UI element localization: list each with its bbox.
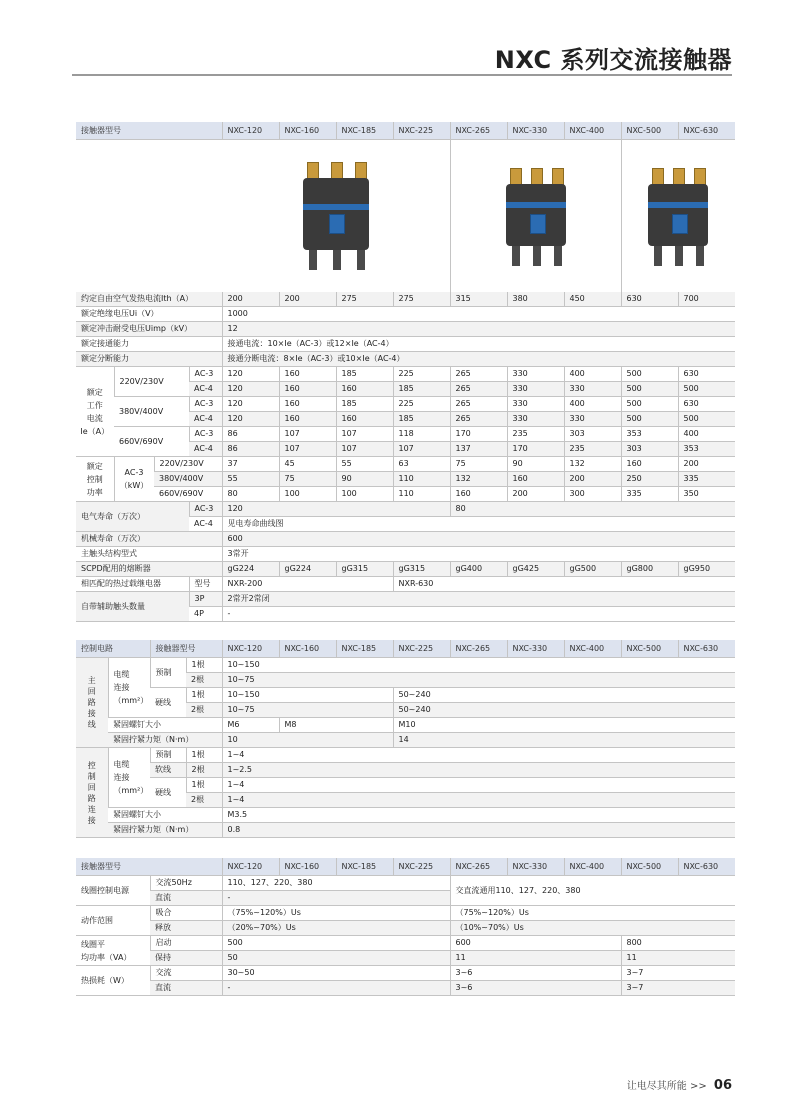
model-cell: NXC-265 — [450, 122, 507, 140]
ctrl-torque-row: 紧固拧紧力矩（N·m） 0.8 — [76, 823, 735, 838]
contact-row: 主触头结构型式 3常开 — [76, 547, 735, 562]
ie-row: AC-4 120 160 160 185 265 330 330 500 500 — [76, 412, 735, 427]
coil-power-row: 保持 50 11 11 — [76, 951, 735, 966]
model-cell: NXC-400 — [564, 122, 621, 140]
page-title: NXC 系列交流接触器 — [494, 46, 732, 74]
heat-row: 热损耗（W） 交流 30~50 3~6 3~7 — [76, 966, 735, 981]
ctrl-screw-row: 紧固螺钉大小 M3.5 — [76, 808, 735, 823]
mlife-row: 机械寿命（万次） 600 — [76, 532, 735, 547]
ctrl-wiring-row: 控 制 回 路 连 接 电缆 连接 （mm²） 预制 1根 1~4 — [76, 748, 735, 763]
model-cell: NXC-500 — [621, 122, 678, 140]
ie-row: 额定 工作 电流 Ie（A） 220V/230V AC-3 120 160 185 225 265 330 400 500 630 — [76, 367, 735, 382]
main-wiring-row: 主 回 路 接 线 电缆 连接 （mm²） 预制 1根 10~150 — [76, 658, 735, 673]
header-row — [76, 122, 735, 140]
main-wiring-row: 2根 10~75 — [76, 673, 735, 688]
product-photo-large — [621, 140, 735, 293]
elife-row: AC-4 见电寿命曲线图 — [76, 517, 735, 532]
ctrl-wiring-row: 2根 1~4 — [76, 793, 735, 808]
power-row: 额定 控制 功率 AC-3 （kW） 220V/230V 37 45 55 63 75 90 132 160 200 — [76, 457, 735, 472]
contactor-image — [293, 158, 379, 270]
ie-row: 660V/690V AC-3 86 107 107 118 170 235 303 353 400 — [76, 427, 735, 442]
aux-row: 4P - — [76, 607, 735, 622]
heat-row: 直流 - 3~6 3~7 — [76, 981, 735, 996]
product-photo-small — [222, 140, 450, 293]
contactor-image — [642, 166, 714, 262]
screw-row: 紧固螺钉大小 M6 M8 M10 — [76, 718, 735, 733]
ctrl-wiring-row: 硬线 1根 1~4 — [76, 778, 735, 793]
model-label: 接触器型号 — [76, 122, 222, 140]
model-cell: NXC-185 — [336, 122, 393, 140]
ie-row: AC-4 120 160 160 185 265 330 330 500 500 — [76, 382, 735, 397]
page-number: 06 — [713, 1078, 732, 1093]
model-cell: NXC-630 — [678, 122, 735, 140]
uimp-row: 额定冲击耐受电压Uimp（kV） 12 — [76, 322, 735, 337]
ie-row: AC-4 86 107 107 107 137 170 235 303 353 — [76, 442, 735, 457]
header-row: 接触器型号 NXC-120 NXC-160 NXC-185 NXC-225 NXC-265 NXC-330 NXC-400 NXC-500 NXC-630 — [76, 858, 735, 876]
page-footer — [627, 1077, 732, 1093]
coil-row: 直流 - — [76, 891, 735, 906]
main-wiring-row: 硬线 1根 10~150 50~240 — [76, 688, 735, 703]
action-row: 释放 （20%~70%）Us （10%~70%）Us — [76, 921, 735, 936]
scpd-row: SCPD配用的熔断器 gG224 gG224 gG315 gG315 gG400 gG425 gG500 gG800 gG950 — [76, 562, 735, 577]
title-divider — [72, 74, 732, 76]
ith-row: 约定自由空气发热电流Ith（A） 200 200 275 275 315 380 450 630 700 — [76, 292, 735, 307]
break-row: 额定分断能力 接通分断电流：8×Ie（AC-3）或10×Ie（AC-4） — [76, 352, 735, 367]
power-row: 380V/400V 55 75 90 110 132 160 200 250 335 — [76, 472, 735, 487]
header-row: 控制电路 接触器型号 NXC-120 NXC-160 NXC-185 NXC-225 NXC-265 NXC-330 NXC-400 NXC-500 NXC-630 — [76, 640, 735, 658]
footer-slogan: 让电尽其所能 >> — [626, 1081, 710, 1092]
relay-row: 相匹配的热过载继电器 型号 NXR-200 NXR-630 — [76, 577, 735, 592]
model-cell: NXC-160 — [279, 122, 336, 140]
spec-table-main — [76, 122, 735, 622]
model-cell: NXC-330 — [507, 122, 564, 140]
spec-table-coil — [76, 858, 735, 996]
coil-row: 线圈控制电源 交流50Hz 110、127、220、380 交直流通用110、127、220、380 — [76, 876, 735, 891]
photo-row — [76, 140, 735, 293]
elife-row: 电气寿命（万次） AC-3 120 80 — [76, 502, 735, 517]
make-row: 额定接通能力 接通电流：10×Ie（AC-3）或12×Ie（AC-4） — [76, 337, 735, 352]
ie-row: 380V/400V AC-3 120 160 185 225 265 330 400 500 630 — [76, 397, 735, 412]
coil-power-row: 线圈平 均功率（VA） 启动 500 600 800 — [76, 936, 735, 951]
ctrl-wiring-row: 软线 2根 1~2.5 — [76, 763, 735, 778]
spec-table-wiring — [76, 640, 735, 838]
product-photo-medium — [450, 140, 621, 293]
ui-row: 额定绝缘电压Ui（V） 1000 — [76, 307, 735, 322]
power-row: 660V/690V 80 100 100 110 160 200 300 335 350 — [76, 487, 735, 502]
model-cell: NXC-120 — [222, 122, 279, 140]
torque-row: 紧固拧紧力矩（N·m） 10 14 — [76, 733, 735, 748]
contactor-image — [500, 166, 572, 262]
action-row: 动作范围 吸合 （75%~120%）Us （75%~120%）Us — [76, 906, 735, 921]
aux-row: 自带辅助触头数量 3P 2常开2常闭 — [76, 592, 735, 607]
model-cell: NXC-225 — [393, 122, 450, 140]
main-wiring-row: 2根 10~75 50~240 — [76, 703, 735, 718]
